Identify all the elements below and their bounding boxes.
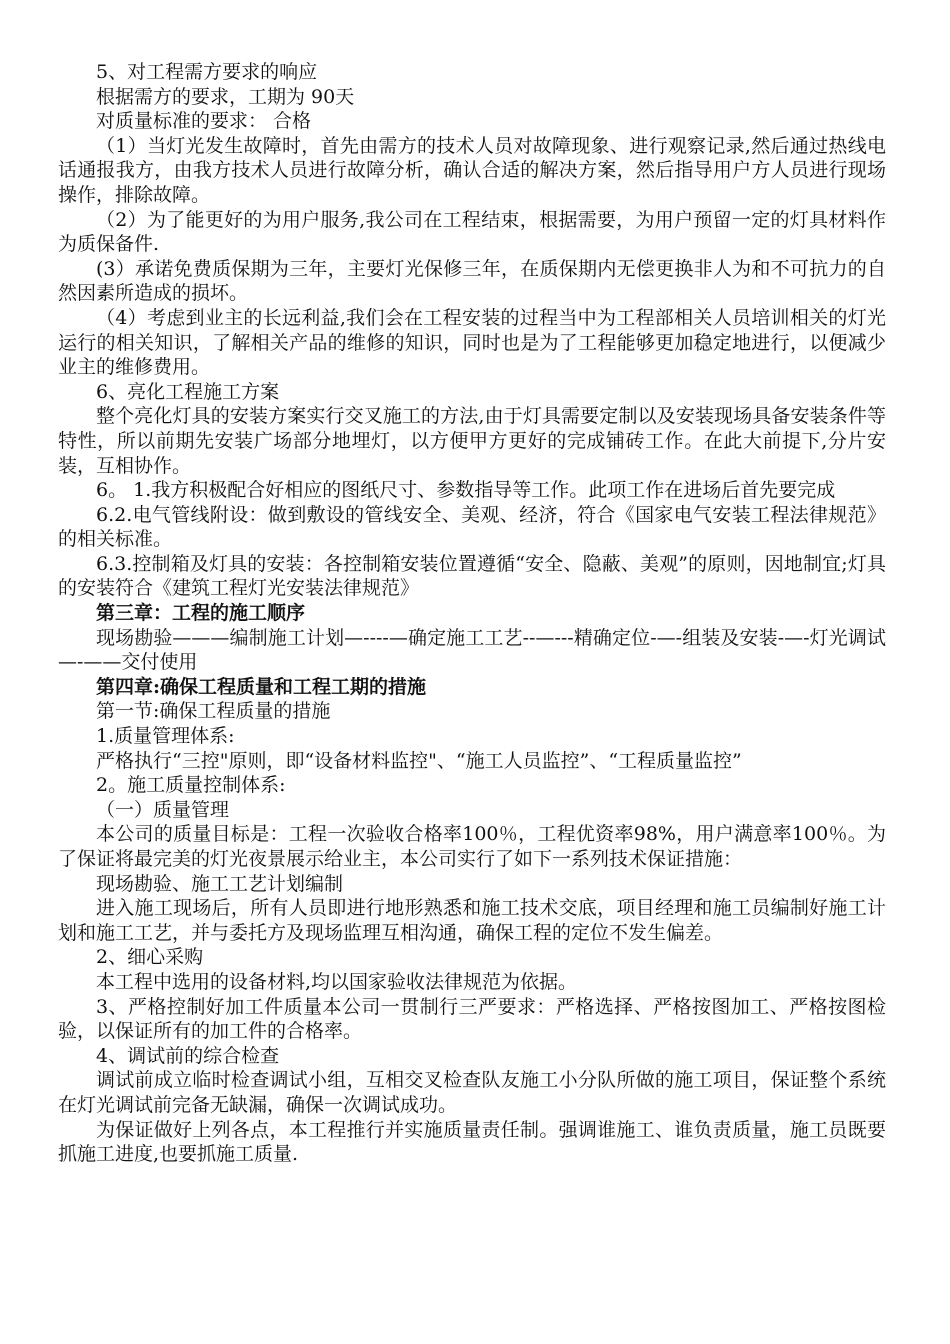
paragraph: (3）承诺免费质保期为三年，主要灯光保修三年，在质保期内无偿更换非人为和不可抗力的自然因素所造成的损坏。 — [58, 257, 886, 305]
paragraph: 现场勘验、施工工艺计划编制 — [96, 872, 344, 895]
paragraph: 进入施工现场后，所有人员即进行地形熟悉和施工技术交底，项目经理和施工员编制好施工计划和施工工艺，并与委托方及现场监理互相沟通，确保工程的定位不发生偏差。 — [58, 897, 886, 944]
paragraph: （1）当灯光发生故障时，首先由需方的技术人员对故障现象、进行观察记录,然后通过热线电话通报我方，由我方技术人员进行故障分析，确认合适的解决方案，然后指导用户方人员进行现场操作，排除故障。 — [58, 134, 886, 206]
paragraph: 6。 1.我方积极配合好相应的图纸尺寸、参数指导等工作。此项工作在进场后首先要完成 — [96, 479, 836, 502]
paragraph: （4）考虑到业主的长远利益,我们会在工程安装的过程当中为工程部相关人员培训相关的灯光运行的相关知识，了解相关产品的维修的知识，同时也是为了工程能够更加稳定地进行，以便减少业主的维修费用。 — [58, 306, 886, 379]
paragraph: 4、调试前的综合检查 — [96, 1044, 280, 1067]
paragraph: 6、亮化工程施工方案 — [96, 380, 280, 403]
paragraph: 为保证做好上列各点，本工程推行并实施质量责任制。强调谁施工、谁负责质量，施工员既要抓施工进度,也要抓施工质量. — [58, 1118, 886, 1166]
paragraph: 5、对工程需方要求的响应 — [96, 61, 318, 83]
paragraph: 第一节:确保工程质量的措施 — [96, 700, 331, 723]
document-page — [58, 60, 886, 1167]
paragraph: （2）为了能更好的为用户服务,我公司在工程结束，根据需要，为用户预留一定的灯具材料作为质保备件. — [58, 208, 886, 256]
paragraph: 6.3.控制箱及灯具的安装：各控制箱安装位置遵循“安全、隐蔽、美观”的原则，因地制宜;灯具的安装符合《建筑工程灯光安装法律规范》 — [58, 552, 886, 600]
chapter-heading: 第四章:确保工程质量和工程工期的措施 — [96, 675, 427, 698]
paragraph: 1.质量管理体系: — [96, 725, 235, 748]
paragraph: 6.2.电气管线附设：做到敷设的管线安全、美观、经济，符合《国家电气安装工程法律规范》的相关标准。 — [58, 503, 886, 551]
paragraph: 2。施工质量控制体系: — [96, 774, 286, 797]
paragraph: 调试前成立临时检查调试小组，互相交叉检查队友施工小分队所做的施工项目，保证整个系统在灯光调试前完备无缺漏，确保一次调试成功。 — [58, 1069, 886, 1116]
paragraph: 严格执行“三控"原则，即“设备材料监控"、“施工人员监控”、“工程质量监控” — [96, 749, 742, 772]
paragraph: 本公司的质量目标是：工程一次验收合格率100％，工程优资率98%，用户满意率100％。为了保证将最完美的灯光夜景展示给业主，本公司实行了如下一系列技术保证措施： — [58, 823, 886, 870]
paragraph: 2、细心采购 — [96, 946, 204, 969]
paragraph: 本工程中选用的设备材料,均以国家验收法律规范为依据。 — [96, 970, 578, 993]
paragraph: 整个亮化灯具的安装方案实行交叉施工的方法,由于灯具需要定制以及安装现场具备安装条件等特性，所以前期先安装广场部分地埋灯，以方便甲方更好的完成铺砖工作。在此大前提下,分片安装，互相协作。 — [58, 405, 886, 477]
paragraph: 3、严格控制好加工件质量本公司一贯制行三严要求：严格选择、严格按图加工、严格按图检验，以保证所有的加工件的合格率。 — [58, 995, 886, 1043]
paragraph: 对质量标准的要求： 合格 — [96, 110, 312, 133]
chapter-heading: 第三章：工程的施工顺序 — [96, 602, 306, 625]
paragraph: 现场勘验———编制施工计划—----—确定施工工艺--—---精确定位-—-组装及安装-—-灯光调试—-——交付使用 — [58, 626, 886, 674]
paragraph: 根据需方的要求，工期为 90天 — [96, 85, 355, 108]
paragraph: （一）质量管理 — [96, 798, 230, 821]
